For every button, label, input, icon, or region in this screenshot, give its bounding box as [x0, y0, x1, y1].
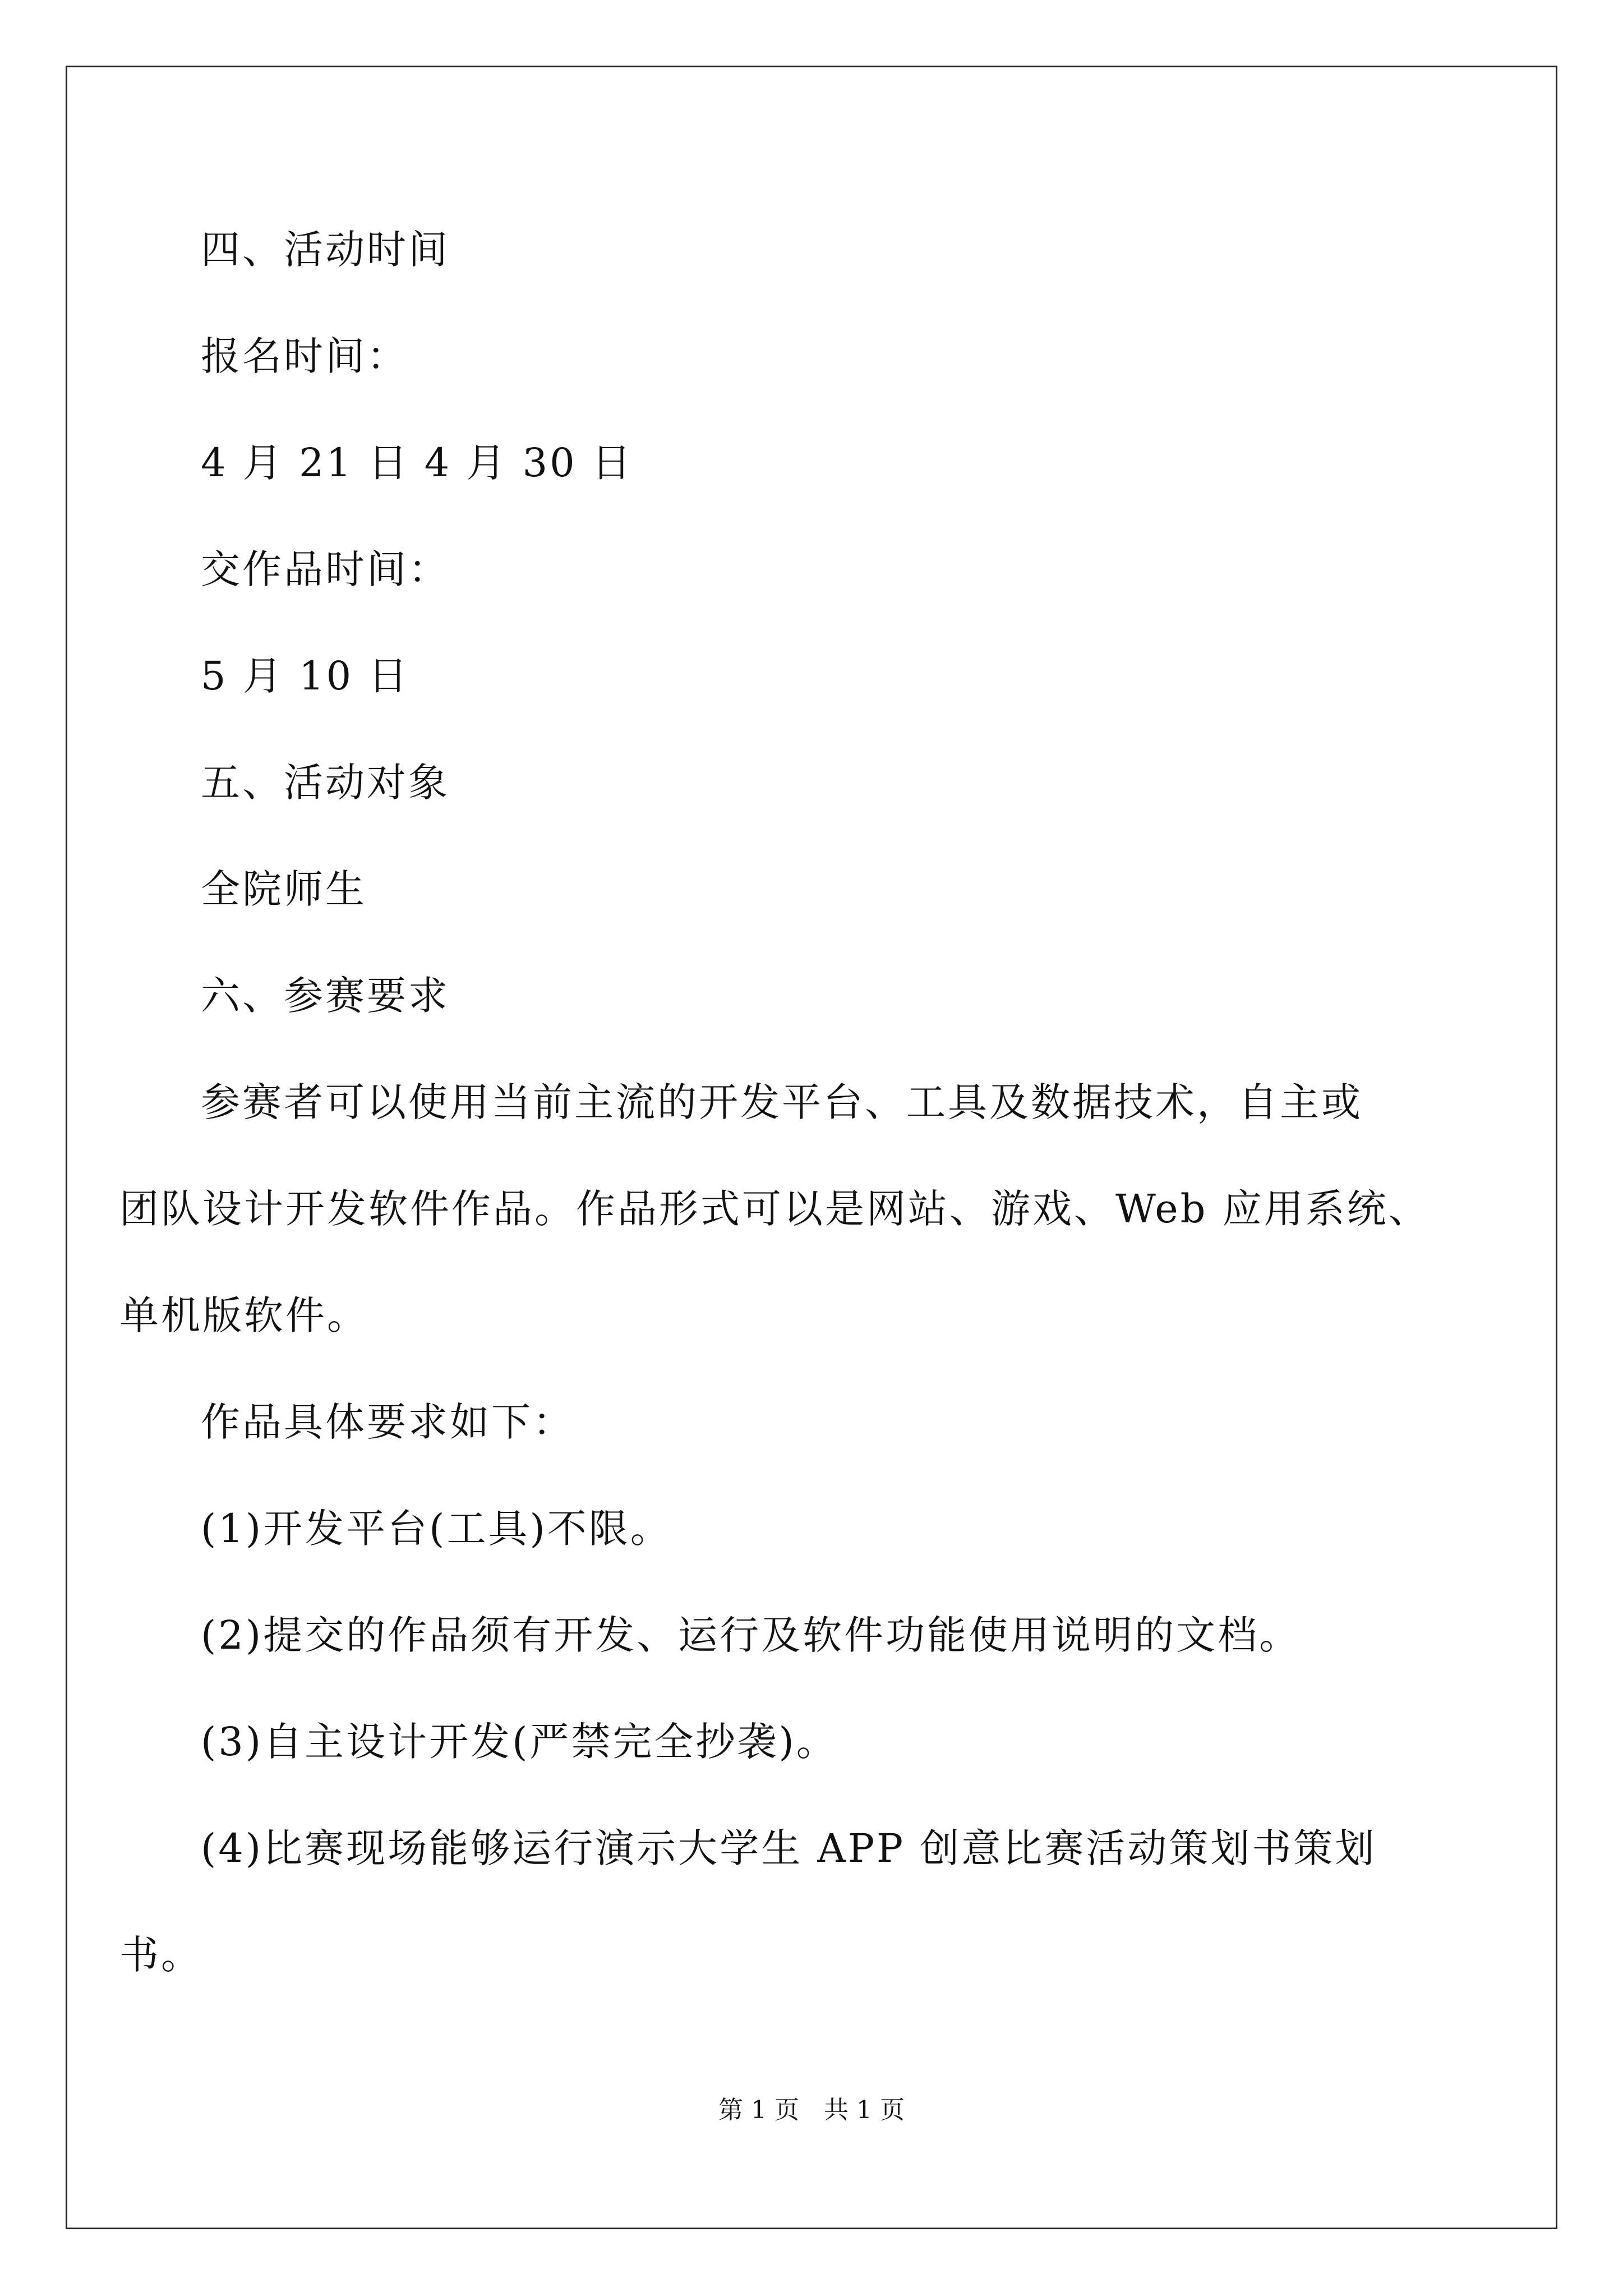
text-line: 5 月 10 日 [201, 653, 410, 699]
list-item: (4)比赛现场能够运行演示大学生 APP 创意比赛活动策划书策划 [201, 1825, 1377, 1871]
text-line: 4 月 21 日 4 月 30 日 [201, 440, 633, 486]
paragraph-line: 团队设计开发软件作品。作品形式可以是网站、游戏、Web 应用系统、 [119, 1186, 1430, 1232]
list-item-continuation: 书。 [119, 1932, 202, 1978]
page-number-footer: 第 1 页 共 1 页 [718, 2096, 905, 2124]
list-item: (3)自主设计开发(严禁完全抄袭)。 [201, 1719, 838, 1765]
text-line: 报名时间： [201, 333, 408, 379]
text-line: 全院师生 [201, 866, 367, 912]
section-heading: 五、活动对象 [201, 760, 450, 806]
section-heading: 六、参赛要求 [201, 973, 450, 1019]
paragraph-line: 参赛者可以使用当前主流的开发平台、工具及数据技术，自主或 [201, 1079, 1363, 1125]
text-line: 作品具体要求如下： [201, 1399, 574, 1445]
list-item: (1)开发平台(工具)不限。 [201, 1506, 672, 1552]
text-line: 交作品时间： [201, 546, 450, 592]
paragraph-line: 单机版软件。 [119, 1292, 368, 1338]
section-heading: 四、活动时间 [201, 227, 450, 273]
page-border [66, 66, 1557, 2229]
list-item: (2)提交的作品须有开发、运行及软件功能使用说明的文档。 [201, 1612, 1301, 1658]
